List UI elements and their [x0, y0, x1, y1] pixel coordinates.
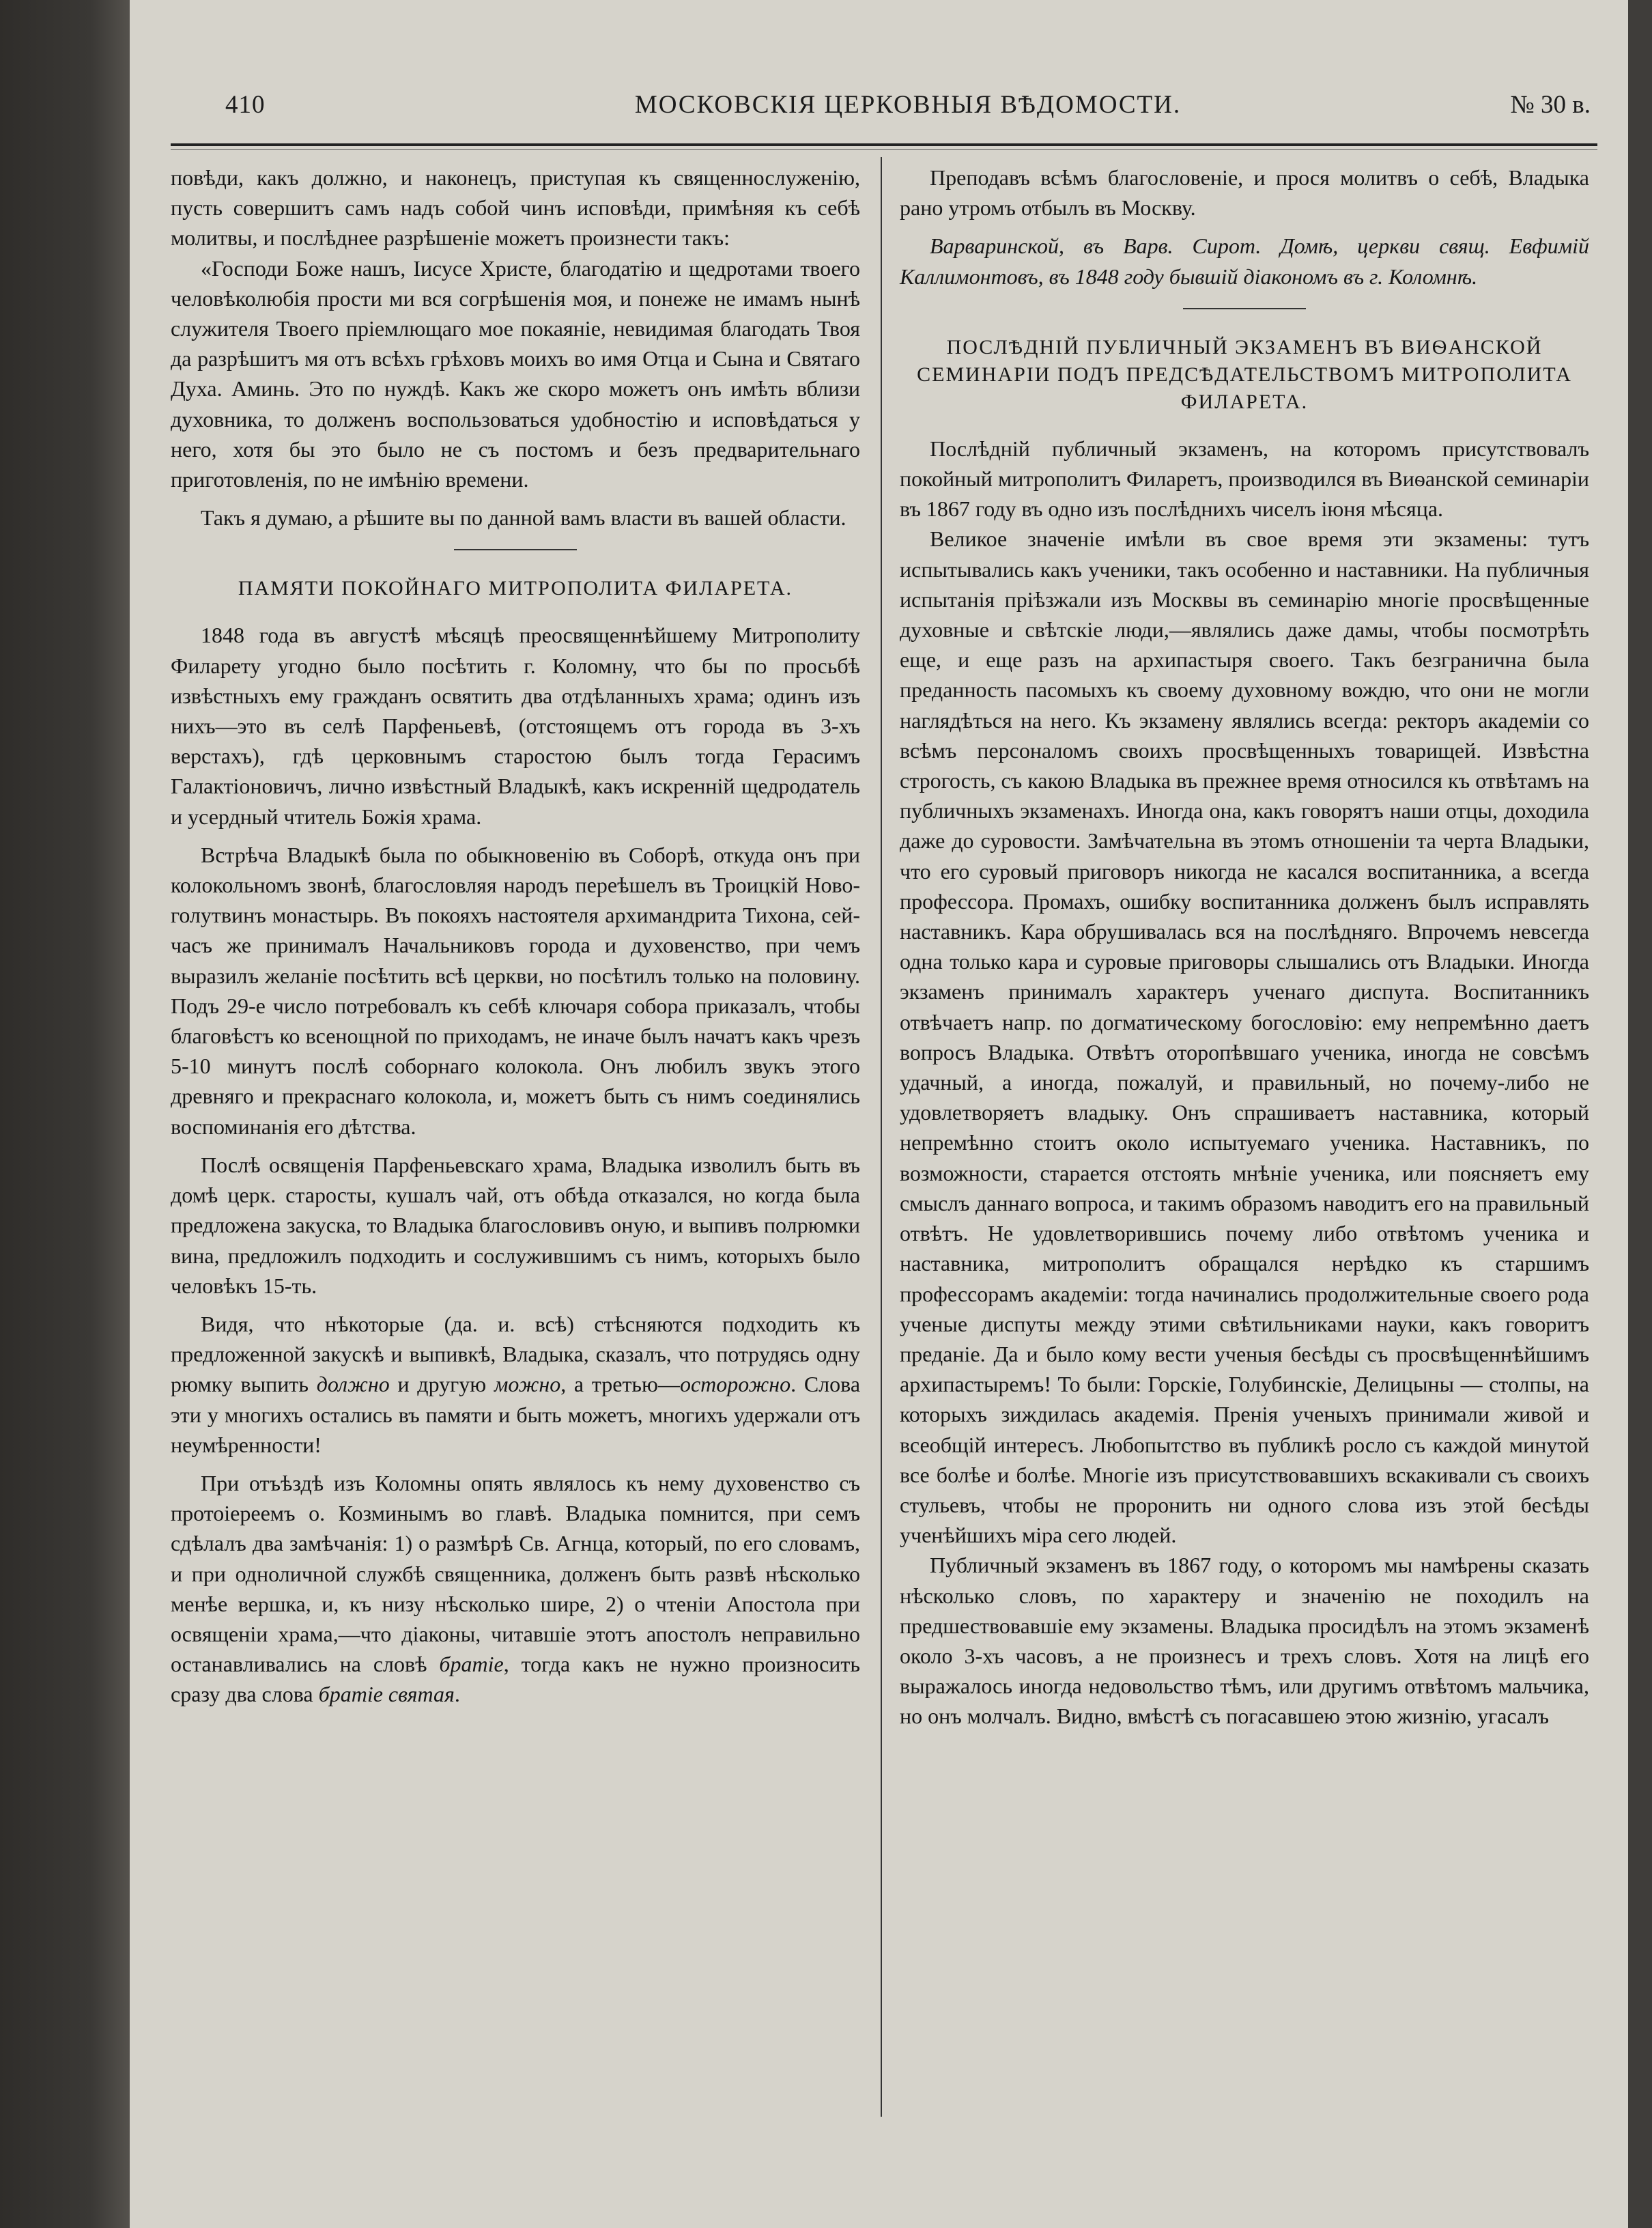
section-separator	[1183, 308, 1306, 309]
left-paragraph: «Господи Боже нашъ, Іисусе Христе, благодатію и щедротами твоего человѣколюбія прости ми вся согрѣшенія моя, и понеже не имамъ нынѣ служителя Твоего пріемлющаго мое покаяніе, невидимая благодать Твоя да разрѣшитъ мя отъ всѣхъ грѣховъ моихъ во имя Отца и Сына и Святаго Духа. Аминь. Это по нуждѣ. Какъ же скоро можетъ онъ имѣть вблизи духовника, то долженъ воспользоваться удобностію и исповѣдаться у него, хотя бы это было не съ постомъ и безъ предварительнаго приготовленія, по не имѣнію времени.	[171, 255, 860, 492]
running-header	[225, 90, 1591, 131]
column-divider	[881, 157, 882, 2117]
emphasis-word: осторожно	[679, 1372, 791, 1397]
header-rule-thin	[171, 149, 1597, 150]
section-separator	[454, 549, 577, 550]
page-number: 410	[225, 91, 266, 119]
book-spine	[0, 0, 130, 2228]
issue-number: № 30 в.	[1510, 91, 1591, 119]
text-run: .	[454, 1682, 460, 1707]
emphasis-word: братіе святая	[318, 1682, 455, 1707]
left-paragraph-last	[171, 1468, 860, 1710]
right-paragraph: Послѣдній публичный экзаменъ, на которомъ присутствовалъ покойный митрополитъ Филаретъ, производился въ Виѳанской семинаріи въ 1867 году въ одно изъ послѣднихъ чиселъ іюня мѣсяца.	[900, 436, 1589, 522]
text-run: . Слова эти у многихъ остались въ памяти и быть можетъ, многихъ удержали отъ неумѣренности!	[171, 1372, 861, 1457]
left-paragraph: Послѣ освященія Парфеньевскаго храма, Владыка изволилъ быть въ домѣ церк. старосты, кушалъ чай, отъ обѣда отказался, но когда была предложена закуска, то Владыка благословивъ оную, и выпивъ полрюмки вина, предложилъ подходить и сослужившимъ съ нимъ, которыхъ было человѣкъ 15-ть.	[171, 1152, 860, 1298]
emphasis-word: можно	[494, 1372, 561, 1397]
left-paragraph: повѣди, какъ должно, и наконецъ, приступая къ священнослуженію, пусть совершитъ самъ надъ собой чинъ исповѣди, примѣняя къ себѣ молитвы, и послѣднее разрѣшеніе можетъ произнести такъ:	[171, 165, 860, 251]
author-signature: Варваринской, въ Варв. Сирот. Домѣ, церкви свящ. Евфимій Каллимонтовъ, въ 1848 году бывшій діакономъ въ г. Коломнѣ.	[900, 234, 1589, 289]
right-paragraph: Преподавъ всѣмъ благословеніе, и прося молитвъ о себѣ, Владыка рано утромъ отбылъ въ Москву.	[900, 165, 1589, 221]
section-title-last-exam: ПОСЛѢДНІЙ ПУБЛИЧНЫЙ ЭКЗАМЕНЪ ВЪ ВИѲАНСКОЙ СЕМИНАРІИ ПОДЪ ПРЕДСѢДАТЕЛЬСТВОМЪ МИТРОПОЛИТА ФИЛАРЕТА.	[917, 335, 1572, 413]
right-paragraph: Великое значеніе имѣли въ свое время эти экзамены: тутъ испытывались какъ ученики, такъ особенно и наставники. На публичныя испытанія пріѣзжали изъ Москвы въ семинарію многіе просвѣщенные духовные и свѣтскіе люди,—являлись даже дамы, чтобы посмотрѣть еще, и еще разъ на архипастыря своего. Такъ безгранична была преданность пасомыхъ къ своему духовному вождю, что они не могли наглядѣться на него. Къ экзамену являлись всегда: ректоръ академіи со всѣмъ персоналомъ своихъ просвѣщенныхъ товарищей. Извѣстна строгость, съ какою Владыка въ прежнее время относился къ отвѣтамъ на публичныхъ экзаменахъ. Иногда она, какъ говорятъ наши отцы, доходила даже до суровости. Замѣчательна въ этомъ отношеніи та черта Владыки, что его суровый приговоръ никогда не касался воспитанника, а всегда профессора. Промахъ, ошибку воспитанника долженъ былъ исправлять наставникъ. Кара обрушивалась вся на послѣдняго. Впрочемъ невсегда одна только кара и суровые приговоры слышались отъ Владыки. Иногда экзаменъ принималъ характеръ ученаго диспута. Воспитанникъ отвѣчаетъ напр. по догматическому богословію: ему непремѣнно даетъ вопросъ Владыка. Отвѣтъ оторопѣвшаго ученика, иногда не совсѣмъ удачный, а иногда, пожалуй, и правильный, но почему-либо не удовлетворяетъ владыку. Онъ спрашиваетъ наставника, который непремѣнно стоитъ около испытуемаго ученика. Наставникъ, по возможности, старается отстоять мнѣніе ученика, или поясняетъ ему смыслъ даннаго вопроса, и такимъ образомъ наводитъ его на правильный отвѣтъ. Не удовлетворившись почему либо отвѣтомъ ученика и наставника, митрополитъ обращался нерѣдко къ старшимъ профессорамъ академіи: тогда начинались продолжительные своего рода ученые диспуты между этими свѣтильниками науки, какъ говоритъ преданіе. Да и было кому вести ученыя бесѣды съ просвѣщеннѣйшимъ архипастыремъ! То были: Горскіе, Голубинскіе, Делицыны — столпы, на которыхъ зиждилась академія. Пренія ученыхъ принимали живой и всеобщій интересъ. Любопытство въ публикѣ росло съ каждой минутой все болѣе и болѣе. Многіе изъ присутствовавшихъ вскакивали съ своихъ стульевъ, чтобы не проронить ни одного слова изъ этой бесѣды ученѣйшихъ міра сего людей.	[900, 526, 1589, 1548]
text-run: Видя, что нѣкоторые (да. и. всѣ) стѣсняются подходить къ предложенной закускѣ и выпивкѣ, Владыка, сказалъ, что потрудясь одну рюмку выпить	[171, 1311, 860, 1397]
left-paragraph: 1848 года въ августѣ мѣсяцѣ преосвященнѣйшему Митрополиту Филарету угодно было посѣтить г. Коломну, что бы по просьбѣ извѣстныхъ ему гражданъ освятить два отдѣланныхъ храма; одинъ изъ нихъ—это въ селѣ Парфеньевѣ, (отстоящемъ отъ города въ 3-хъ верстахъ), гдѣ церковнымъ старостою былъ тогда Герасимъ Галактіоновичъ, лично извѣстный Владыкѣ, какъ искренній щедродатель и усердный чтитель Божія храма.	[171, 623, 860, 829]
left-paragraph-quote	[171, 1309, 860, 1460]
text-run: , тогда какъ не нужно произносить сразу два слова	[171, 1652, 861, 1707]
header-rule	[171, 143, 1597, 146]
text-run: и другую	[389, 1372, 494, 1397]
section-title-filaret-memory: ПАМЯТИ ПОКОЙНАГО МИТРОПОЛИТА ФИЛАРЕТА.	[238, 577, 793, 600]
emphasis-word: братіе	[439, 1652, 504, 1677]
left-paragraph: Такъ я думаю, а рѣшите вы по данной вамъ власти въ вашей области.	[201, 505, 846, 531]
right-column	[900, 163, 1589, 1732]
emphasis-word: должно	[316, 1372, 390, 1397]
left-column	[171, 163, 860, 1710]
journal-page	[130, 0, 1628, 2228]
left-paragraph: Встрѣча Владыкѣ была по обыкновенію въ Соборѣ, откуда онъ при колокольномъ звонѣ, благословляя народъ переѣшелъ въ Троицкій Ново-голутвинъ монастырь. Въ покояхъ настоятеля архимандрита Тихона, сей-часъ же принималъ Начальниковъ города и духовенство, при чемъ выразилъ желаніе посѣтить всѣ церкви, но посѣтилъ только на половину. Подъ 29-е число потребовалъ къ себѣ ключаря собора приказалъ, чтобы благовѣстъ ко всенощной по приходамъ, не иначе былъ начатъ какъ чрезъ 5-10 минутъ послѣ соборнаго колокола. Онъ любилъ звукъ этого древняго и прекраснаго колокола, и, можетъ быть съ нимъ соединялись воспоминанія его дѣтства.	[171, 842, 860, 1139]
journal-title: МОСКОВСКІЯ ЦЕРКОВНЫЯ ВѢДОМОСТИ.	[634, 91, 1182, 119]
text-run: При отъѣздѣ изъ Коломны опять являлось къ нему духовенство съ протоіереемъ о. Козминымъ во главѣ. Владыка помнится, при семъ сдѣлалъ два замѣчанія: 1) о размѣрѣ Св. Агнца, который, по его словамъ, и при одноличной службѣ священника, долженъ быть развѣ нѣсколько менѣе вершка, и, къ низу нѣсколько шире, 2) о чтеніи Апостола при освященіи храма,—что діаконы, читавшіе этотъ апостолъ неправильно останавливались на словѣ	[171, 1470, 860, 1677]
right-paragraph: Публичный экзаменъ въ 1867 году, о которомъ мы намѣрены сказать нѣсколько словъ, по характеру и значенію не походилъ на предшествовавшіе ему экзамены. Владыка просидѣлъ на этомъ экзаменѣ около 3-хъ часовъ, а не произнесъ и трехъ словъ. Хотя на лицѣ его выражалось иногда недовольство тѣмъ, или другимъ отвѣтомъ мальчика, но онъ молчалъ. Видно, вмѣстѣ съ погасавшею этою жизнію, угасалъ	[900, 1553, 1589, 1729]
text-run: , а третью—	[560, 1372, 680, 1397]
